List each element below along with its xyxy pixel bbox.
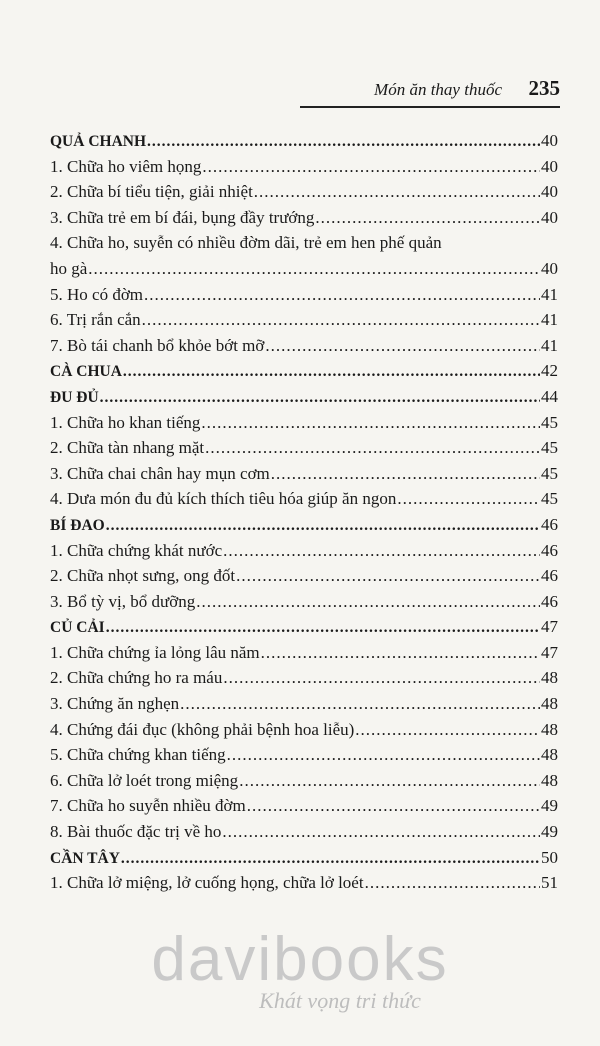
toc-entry — [50, 768, 558, 794]
toc-entry-label: 7. Bò tái chanh bổ khỏe bớt mỡ — [50, 335, 265, 355]
toc-entry-label: 3. Chữa chai chân hay mụn cơm — [50, 463, 270, 483]
toc-leader-dots — [315, 205, 540, 231]
toc-entry-label: CẦN TÂY — [50, 849, 120, 867]
toc-entry — [50, 819, 558, 845]
toc-entry-page: 49 — [541, 822, 558, 842]
toc-entry-label: 1. Chữa ho khan tiếng — [50, 412, 201, 432]
toc-entry — [50, 589, 558, 615]
toc-leader-dots — [100, 385, 540, 411]
page-number: 235 — [528, 76, 560, 100]
toc-entry — [50, 742, 558, 768]
toc-entry — [50, 870, 558, 896]
toc-entry-label: 2. Chữa tàn nhang mặt — [50, 438, 205, 458]
toc-entry — [50, 205, 558, 231]
toc-entry-page: 45 — [541, 438, 558, 458]
toc-entry-label: 1. Chữa chứng ỉa lỏng lâu năm — [50, 642, 260, 662]
toc-leader-dots — [397, 486, 540, 512]
toc-entry-page: 47 — [541, 642, 558, 662]
toc-leader-dots — [106, 513, 540, 539]
toc-entry-page: 40 — [541, 156, 558, 176]
toc-entry — [50, 435, 558, 461]
toc-leader-dots — [202, 154, 540, 180]
toc-entry — [50, 563, 558, 589]
watermark-brand: davibooks — [151, 925, 449, 994]
toc-entry-label: 2. Chữa bí tiểu tiện, giải nhiệt — [50, 182, 253, 202]
toc-leader-dots — [261, 640, 540, 666]
toc-entry-page: 42 — [541, 361, 558, 381]
toc-leader-dots — [142, 307, 540, 333]
toc-leader-dots — [223, 665, 540, 691]
toc-leader-dots — [88, 256, 540, 282]
toc-entry-label: 6. Chữa lở loét trong miệng — [50, 770, 239, 790]
toc-entry-label: QUẢ CHANH — [50, 133, 147, 150]
toc-leader-dots — [205, 435, 540, 461]
toc-entry-page: 45 — [541, 489, 558, 509]
toc-entry-page: 41 — [541, 284, 558, 304]
toc-entry — [50, 486, 558, 512]
toc-entry — [50, 256, 558, 282]
toc-leader-dots — [121, 846, 540, 872]
toc-leader-dots — [236, 563, 540, 589]
toc-entry-label: 4. Chữa ho, suyễn có nhiều đờm dãi, trẻ em hen phế quản — [50, 233, 442, 253]
toc-entry-label: 2. Chữa nhọt sưng, ong đốt — [50, 566, 236, 586]
toc-entry-page: 46 — [541, 514, 558, 534]
toc-entry — [50, 282, 558, 308]
toc-entry-label: CÀ CHUA — [50, 363, 122, 381]
toc-leader-dots — [355, 717, 540, 743]
toc-leader-dots — [271, 461, 540, 487]
toc-leader-dots — [254, 179, 540, 205]
toc-entry — [50, 538, 558, 564]
toc-leader-dots — [265, 333, 540, 359]
toc-entry-page: 51 — [541, 873, 558, 893]
running-header — [300, 78, 560, 108]
toc-entry — [50, 307, 558, 333]
toc-entry-label: 1. Chữa ho viêm họng — [50, 156, 202, 176]
toc-entry-label: 6. Trị rắn cắn — [50, 310, 141, 330]
toc-entry-label: CỦ CẢI — [50, 619, 105, 637]
toc-section-entry — [50, 614, 558, 640]
toc-entry-label: 1. Chữa lở miệng, lở cuống họng, chữa lở loét — [50, 873, 364, 893]
toc-entry — [50, 717, 558, 743]
toc-entry-label: ĐU ĐỦ — [50, 388, 99, 406]
toc-entry — [50, 333, 558, 359]
watermark-slogan: Khát vọng tri thức — [259, 988, 421, 1013]
toc-entry-label: 7. Chữa ho suyễn nhiều đờm — [50, 796, 246, 816]
toc-leader-dots — [223, 538, 540, 564]
toc-entry-page: 40 — [541, 182, 558, 202]
toc-entry-page: 48 — [541, 668, 558, 688]
toc-entry-page: 41 — [541, 335, 558, 355]
toc-leader-dots — [147, 129, 540, 155]
toc-entry — [50, 461, 558, 487]
toc-entry-page: 44 — [541, 386, 558, 406]
toc-leader-dots — [196, 589, 540, 615]
toc-entry-label: 8. Bài thuốc đặc trị về ho — [50, 822, 222, 842]
toc-entry-page: 41 — [541, 310, 558, 330]
toc-entry — [50, 691, 558, 717]
toc-section-entry — [50, 845, 558, 871]
toc-section-entry — [50, 128, 558, 154]
toc-entry-page: 40 — [541, 207, 558, 227]
toc-leader-dots — [106, 615, 540, 641]
toc-section-entry — [50, 384, 558, 410]
toc-leader-dots — [201, 410, 540, 436]
toc-entry-label: 4. Chứng đái đục (không phải bệnh hoa liễu) — [50, 719, 355, 739]
toc-entry-page: 50 — [541, 847, 558, 867]
toc-leader-dots — [123, 359, 540, 385]
toc-entry-page: 46 — [541, 591, 558, 611]
toc-entry-page: 45 — [541, 463, 558, 483]
table-of-contents — [50, 128, 558, 896]
toc-entry-page: 48 — [541, 694, 558, 714]
toc-entry — [50, 640, 558, 666]
toc-leader-dots — [227, 742, 540, 768]
toc-entry-label: BÍ ĐAO — [50, 516, 105, 534]
toc-leader-dots — [180, 691, 540, 717]
toc-entry — [50, 665, 558, 691]
toc-entry-label: 5. Ho có đờm — [50, 284, 144, 304]
toc-entry-page: 46 — [541, 566, 558, 586]
toc-entry-label: ho gà — [50, 258, 88, 278]
toc-section-entry — [50, 512, 558, 538]
toc-section-entry — [50, 358, 558, 384]
toc-leader-dots — [222, 819, 540, 845]
toc-entry-label: 4. Dưa món đu đủ kích thích tiêu hóa giúp ăn ngon — [50, 489, 397, 509]
toc-entry-label: 3. Chứng ăn nghẹn — [50, 694, 180, 714]
toc-entry — [50, 793, 558, 819]
toc-entry-page: 48 — [541, 745, 558, 765]
toc-entry — [50, 179, 558, 205]
toc-entry-page: 40 — [541, 258, 558, 278]
toc-entry — [50, 230, 558, 256]
toc-entry-page: 48 — [541, 770, 558, 790]
toc-entry — [50, 410, 558, 436]
toc-entry — [50, 154, 558, 180]
running-header-title: Món ăn thay thuốc — [374, 80, 502, 99]
toc-entry-page: 48 — [541, 719, 558, 739]
toc-leader-dots — [365, 870, 540, 896]
toc-leader-dots — [144, 282, 540, 308]
toc-entry-page: 45 — [541, 412, 558, 432]
toc-entry-label: 3. Chữa trẻ em bí đái, bụng đầy trướng — [50, 207, 315, 227]
toc-entry-label: 1. Chữa chứng khát nước — [50, 540, 223, 560]
toc-entry-page: 46 — [541, 540, 558, 560]
toc-leader-dots — [247, 793, 540, 819]
toc-entry-label: 2. Chữa chứng ho ra máu — [50, 668, 223, 688]
toc-entry-page: 49 — [541, 796, 558, 816]
toc-entry-page: 40 — [541, 131, 558, 150]
toc-entry-page: 47 — [541, 617, 558, 637]
toc-leader-dots — [239, 768, 540, 794]
toc-entry-label: 3. Bổ tỳ vị, bổ dưỡng — [50, 591, 196, 611]
toc-entry-label: 5. Chữa chứng khan tiếng — [50, 745, 226, 765]
